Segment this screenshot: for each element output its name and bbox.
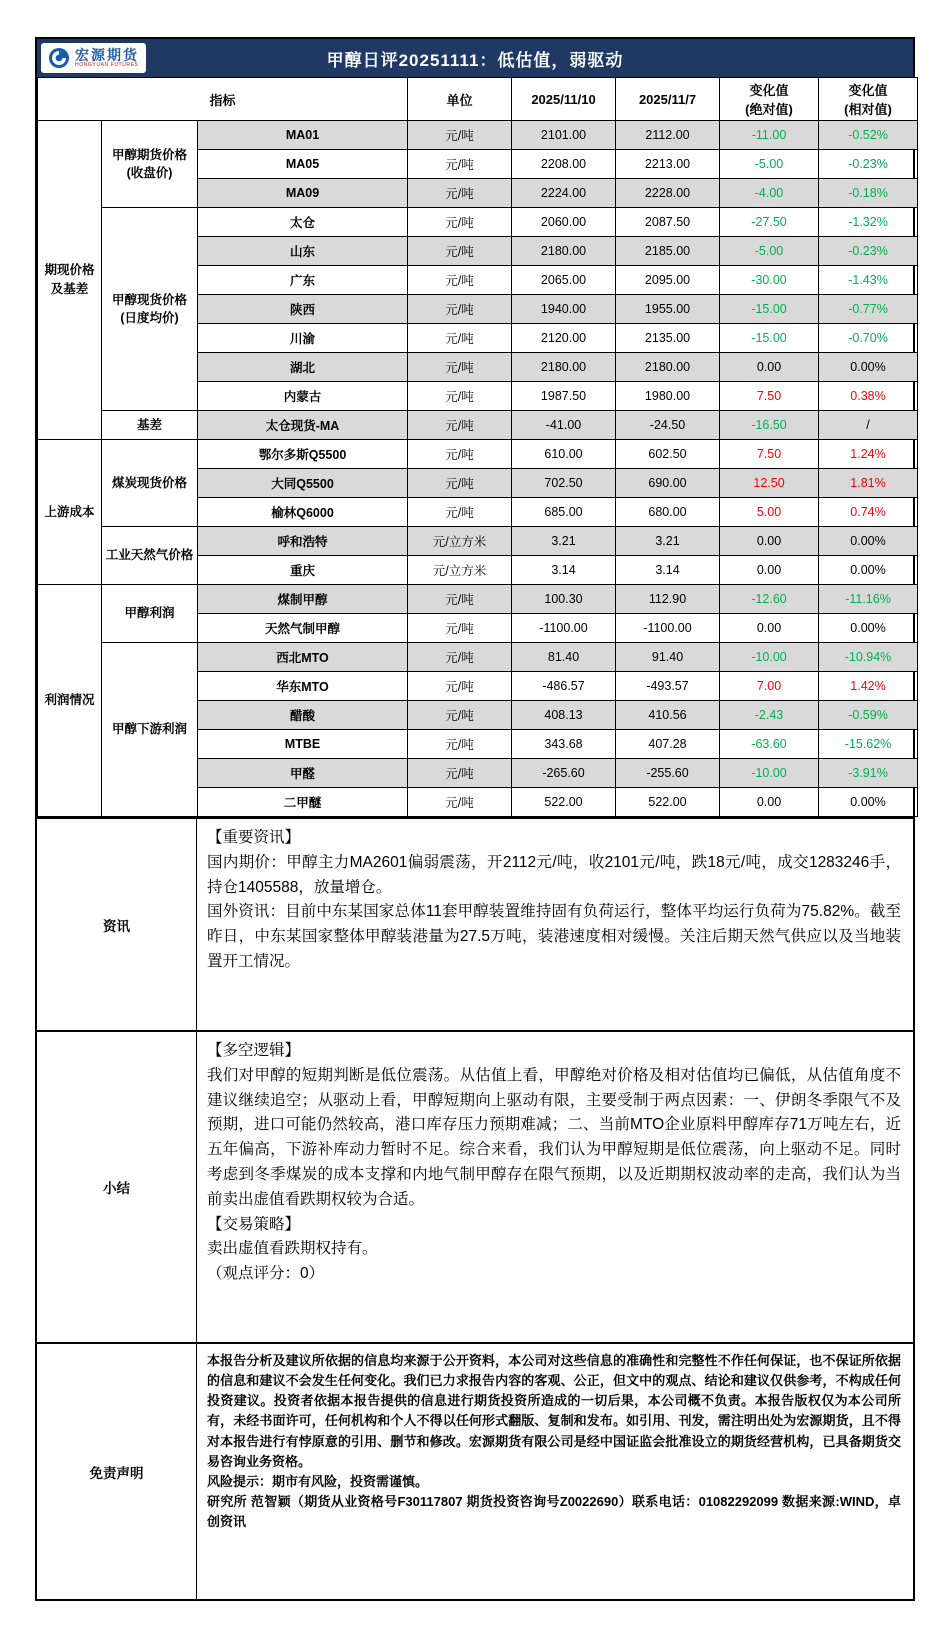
value-previous: 112.90 [616,585,720,614]
change-relative: -0.18% [819,179,918,208]
value-current: 2224.00 [512,179,616,208]
header-change-relative-line2: (相对值) [844,102,892,117]
change-relative: / [819,411,918,440]
indicator-name: 呼和浩特 [198,527,408,556]
header-date-current: 2025/11/10 [512,78,616,121]
disclaimer-contact: 研究所 范智颖（期货从业资格号F30117807 期货投资咨询号Z0022690）联系电话：01082292099 数据来源:WIND，卓创资讯 [207,1493,901,1530]
news-section [37,817,913,1030]
change-relative: 0.74% [819,498,918,527]
value-previous: 690.00 [616,469,720,498]
change-absolute: -63.60 [720,730,819,759]
change-relative: -3.91% [819,759,918,788]
change-relative: -1.43% [819,266,918,295]
change-relative: 1.42% [819,672,918,701]
disclaimer-risk: 风险提示：期市有风险，投资需谨慎。 [207,1473,429,1489]
change-absolute: 0.00 [720,556,819,585]
indicator-name: 湖北 [198,353,408,382]
value-previous: 2135.00 [616,324,720,353]
table-row [38,440,918,469]
value-previous: -493.57 [616,672,720,701]
value-previous: -24.50 [616,411,720,440]
value-current: 702.50 [512,469,616,498]
unit-value: 元/吨 [408,440,512,469]
indicator-name: 山东 [198,237,408,266]
table-row [38,585,918,614]
change-absolute: 5.00 [720,498,819,527]
header-change-absolute-line1: 变化值 [749,83,789,98]
summary-label: 小结 [37,1032,197,1342]
change-relative: -0.59% [819,701,918,730]
value-current: 81.40 [512,643,616,672]
indicator-name: 广东 [198,266,408,295]
indicator-name: 榆林Q6000 [198,498,408,527]
indicator-name: 内蒙古 [198,382,408,411]
value-previous: 91.40 [616,643,720,672]
subgroup-label: 基差 [102,411,198,440]
disclaimer-section [37,1342,913,1599]
disclaimer-content [197,1344,913,1599]
value-previous: -1100.00 [616,614,720,643]
indicator-name: MA05 [198,150,408,179]
indicator-name: 太仓 [198,208,408,237]
value-previous: 3.14 [616,556,720,585]
change-absolute: 0.00 [720,614,819,643]
value-previous: 2087.50 [616,208,720,237]
indicator-name: 太仓现货-MA [198,411,408,440]
header-change-relative [819,78,918,121]
change-relative: -10.94% [819,643,918,672]
change-relative: 0.00% [819,614,918,643]
unit-value: 元/吨 [408,353,512,382]
logo-icon [48,47,70,69]
table-row [38,411,918,440]
change-absolute: 0.00 [720,353,819,382]
value-previous: 2213.00 [616,150,720,179]
group-label: 利润情况 [38,585,102,817]
indicator-name: 二甲醚 [198,788,408,817]
indicator-table-body [38,121,918,817]
unit-value: 元/吨 [408,469,512,498]
value-previous: 522.00 [616,788,720,817]
indicator-name: 川渝 [198,324,408,353]
unit-value: 元/吨 [408,498,512,527]
value-current: -1100.00 [512,614,616,643]
change-absolute: -15.00 [720,295,819,324]
news-content [197,819,913,1030]
news-paragraph-domestic: 国内期价：甲醇主力MA2601偏弱震荡，开2112元/吨，收2101元/吨，跌18元/吨，成交1283246手，持仓1405588，放量增仓。 [207,853,901,896]
subgroup-label: 工业天然气价格 [102,527,198,585]
value-previous: 602.50 [616,440,720,469]
change-absolute: -15.00 [720,324,819,353]
indicator-name: 甲醛 [198,759,408,788]
value-current: 610.00 [512,440,616,469]
indicator-name: 华东MTO [198,672,408,701]
change-relative: 1.81% [819,469,918,498]
value-current: 2101.00 [512,121,616,150]
value-current: 3.14 [512,556,616,585]
value-previous: 2112.00 [616,121,720,150]
indicator-name: 醋酸 [198,701,408,730]
header-indicator: 指标 [38,78,408,121]
unit-value: 元/吨 [408,585,512,614]
summary-score: （观点评分：0） [207,1265,325,1283]
summary-logic-heading: 【多空逻辑】 [207,1042,301,1059]
change-absolute: -16.50 [720,411,819,440]
unit-value: 元/吨 [408,672,512,701]
summary-strategy-heading: 【交易策略】 [207,1215,301,1233]
value-current: 408.13 [512,701,616,730]
indicator-name: 重庆 [198,556,408,585]
disclaimer-body: 本报告分析及建议所依据的信息均来源于公开资料，本公司对这些信息的准确性和完整性不作任何保证，也不保证所依据的信息和建议不会发生任何变化。我们已力求报告内容的客观、公正，但文中的观点、结论和建议仅供参考，不构成任何投资建议。投资者依据本报告提供的信息进行期货投资所造成的一切后果，本公司概不负责。本报告版权仅为本公司所有，未经书面许可，任何机构和个人不得以任何形式翻版、复制和发布。如引用、刊发，需注明出处为宏源期货，且不得对本报告进行有悖原意的引用、删节和修改。宏源期货有限公司是经中国证监会批准设立的期货经营机构，已具备期货交易咨询业务资格。 [207,1353,901,1469]
unit-value: 元/吨 [408,382,512,411]
value-current: -41.00 [512,411,616,440]
logo-text [75,48,139,68]
value-current: 2180.00 [512,353,616,382]
subgroup-label: 甲醇期货价格(收盘价) [102,121,198,208]
subgroup-label: 甲醇下游利润 [102,643,198,817]
change-relative: 0.00% [819,527,918,556]
change-relative: 0.00% [819,353,918,382]
change-relative: -1.32% [819,208,918,237]
change-absolute: -10.00 [720,759,819,788]
change-relative: -11.16% [819,585,918,614]
change-absolute: -2.43 [720,701,819,730]
change-absolute: 7.50 [720,440,819,469]
change-absolute: -10.00 [720,643,819,672]
change-relative: 0.00% [819,788,918,817]
header-unit: 单位 [408,78,512,121]
unit-value: 元/立方米 [408,527,512,556]
indicator-name: MA01 [198,121,408,150]
title-bar [37,39,913,77]
indicator-name: MTBE [198,730,408,759]
change-absolute: 0.00 [720,788,819,817]
value-current: 3.21 [512,527,616,556]
value-current: -265.60 [512,759,616,788]
value-previous: 680.00 [616,498,720,527]
subgroup-label: 煤炭现货价格 [102,440,198,527]
change-absolute: -5.00 [720,150,819,179]
value-current: 2120.00 [512,324,616,353]
summary-content [197,1032,913,1342]
indicator-name: 大同Q5500 [198,469,408,498]
table-row [38,643,918,672]
unit-value: 元/吨 [408,121,512,150]
value-current: 1940.00 [512,295,616,324]
change-absolute: -27.50 [720,208,819,237]
table-row [38,121,918,150]
change-absolute: 7.00 [720,672,819,701]
header-change-relative-line1: 变化值 [848,83,888,98]
value-current: 522.00 [512,788,616,817]
indicator-table [37,77,918,817]
value-current: -486.57 [512,672,616,701]
change-relative: 1.24% [819,440,918,469]
change-relative: -0.23% [819,150,918,179]
group-label: 期现价格及基差 [38,121,102,440]
unit-value: 元/吨 [408,150,512,179]
change-absolute: 0.00 [720,527,819,556]
change-absolute: 12.50 [720,469,819,498]
value-previous: 2185.00 [616,237,720,266]
disclaimer-label: 免责声明 [37,1344,197,1599]
table-row [38,208,918,237]
unit-value: 元/吨 [408,324,512,353]
unit-value: 元/吨 [408,295,512,324]
header-date-previous: 2025/11/7 [616,78,720,121]
subgroup-label: 甲醇利润 [102,585,198,643]
summary-strategy-text: 卖出虚值看跌期权持有。 [207,1240,378,1258]
value-current: 2208.00 [512,150,616,179]
indicator-name: MA09 [198,179,408,208]
value-current: 1987.50 [512,382,616,411]
value-previous: -255.60 [616,759,720,788]
change-absolute: -12.60 [720,585,819,614]
unit-value: 元/吨 [408,179,512,208]
value-previous: 2095.00 [616,266,720,295]
news-label: 资讯 [37,819,197,1030]
change-relative: 0.38% [819,382,918,411]
change-relative: -0.23% [819,237,918,266]
unit-value: 元/吨 [408,614,512,643]
indicator-name: 鄂尔多斯Q5500 [198,440,408,469]
change-relative: -0.77% [819,295,918,324]
unit-value: 元/吨 [408,208,512,237]
value-current: 685.00 [512,498,616,527]
unit-value: 元/吨 [408,730,512,759]
value-current: 343.68 [512,730,616,759]
indicator-name: 天然气制甲醇 [198,614,408,643]
indicator-name: 陕西 [198,295,408,324]
indicator-name: 煤制甲醇 [198,585,408,614]
unit-value: 元/立方米 [408,556,512,585]
header-change-absolute [720,78,819,121]
logo-name: 宏源期货 [75,47,139,64]
unit-value: 元/吨 [408,701,512,730]
value-current: 2065.00 [512,266,616,295]
change-absolute: -11.00 [720,121,819,150]
change-relative: -15.62% [819,730,918,759]
header-change-absolute-line2: (绝对值) [745,102,793,117]
value-previous: 407.28 [616,730,720,759]
value-previous: 3.21 [616,527,720,556]
unit-value: 元/吨 [408,237,512,266]
value-previous: 410.56 [616,701,720,730]
unit-value: 元/吨 [408,411,512,440]
value-previous: 2228.00 [616,179,720,208]
summary-section [37,1030,913,1342]
table-row [38,527,918,556]
group-label: 上游成本 [38,440,102,585]
value-current: 2060.00 [512,208,616,237]
unit-value: 元/吨 [408,759,512,788]
logo-subtitle: HONGYUAN FUTURES [75,61,139,68]
report-title: 甲醇日评20251111：低估值，弱驱动 [326,50,624,70]
change-absolute: -30.00 [720,266,819,295]
value-current: 2180.00 [512,237,616,266]
change-relative: 0.00% [819,556,918,585]
subgroup-label: 甲醇现货价格(日度均价) [102,208,198,411]
change-absolute: -5.00 [720,237,819,266]
change-absolute: -4.00 [720,179,819,208]
news-heading: 【重要资讯】 [207,829,301,846]
value-current: 100.30 [512,585,616,614]
value-previous: 1955.00 [616,295,720,324]
value-previous: 2180.00 [616,353,720,382]
change-absolute: 7.50 [720,382,819,411]
change-relative: -0.70% [819,324,918,353]
summary-logic-text: 我们对甲醇的短期判断是低位震荡。从估值上看，甲醇绝对价格及相对估值均已偏低，从估值角度不建议继续追空；从驱动上看，甲醇短期向上驱动有限，主要受制于两点因素：一、伊朗冬季限气不及预期，进口可能仍然较高，港口库存压力预期难减；二、当前MTO企业原料甲醇库存71万吨左右，近五年偏高，下游补库动力暂时不足。综合来看，我们认为甲醇短期是低位震荡，向上驱动不足。同时考虑到冬季煤炭的成本支撑和内地气制甲醇存在限气预期，以及近期期权波动率的走高，我们认为当前卖出虚值看跌期权较为合适。 [207,1066,901,1208]
news-paragraph-foreign: 国外资讯：目前中东某国家总体11套甲醇装置维持固有负荷运行，整体平均运行负荷为75.82%。截至昨日，中东某国家整体甲醇装港量为27.5万吨，装港速度相对缓慢。关注后期天然气供应以及当地装置开工情况。 [207,903,901,970]
unit-value: 元/吨 [408,266,512,295]
table-header-row [38,78,918,121]
indicator-name: 西北MTO [198,643,408,672]
unit-value: 元/吨 [408,643,512,672]
value-previous: 1980.00 [616,382,720,411]
change-relative: -0.52% [819,121,918,150]
company-logo [41,43,146,73]
unit-value: 元/吨 [408,788,512,817]
report-card [35,37,915,1601]
